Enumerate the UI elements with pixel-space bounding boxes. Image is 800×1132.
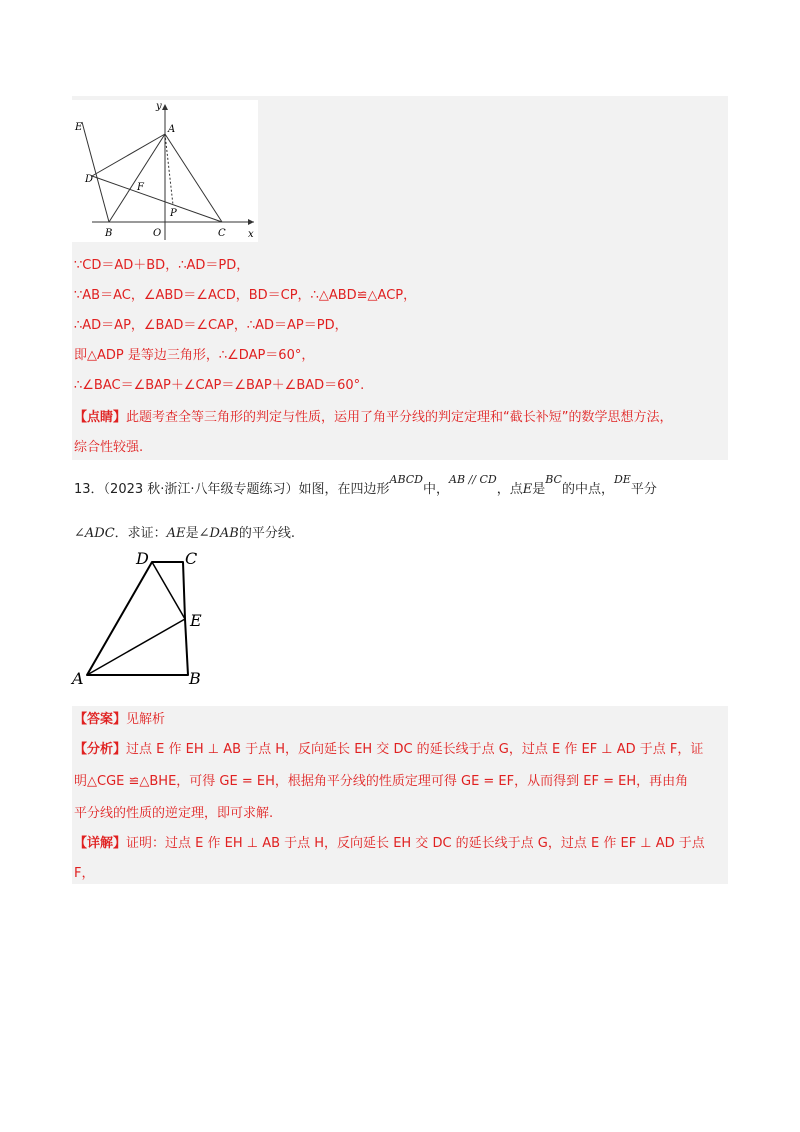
text-bisects: 平分: [630, 482, 657, 497]
text-bisector: 的平分线.: [238, 526, 295, 541]
text-midpoint: 的中点，: [561, 482, 614, 497]
comment-tag: 【点睛】: [74, 410, 127, 425]
label-D: D: [85, 174, 94, 185]
detail-tag: 【详解】: [74, 836, 127, 851]
solution-shaded-block: [72, 706, 728, 884]
analysis-line-3: 平分线的性质的逆定理，即可求解.: [74, 806, 274, 821]
label-E: E: [190, 611, 202, 630]
answer-line: [74, 710, 165, 730]
text-dian: ，点: [496, 482, 523, 497]
label-P: P: [170, 208, 177, 219]
label-B: B: [105, 228, 113, 239]
proof-line-4: 即△ADP 是等边三角形，∴∠DAP＝60°，: [74, 348, 315, 363]
detail-line-2: F，: [74, 866, 95, 881]
problem-source: （2023 秋·浙江·八年级专题练习）如图，在四边形: [103, 482, 390, 497]
analysis-tag: 【分析】: [74, 742, 127, 757]
proof-line-2: ∵AB＝AC，∠ABD＝∠ACD，BD＝CP，∴△ABD≌△ACP，: [74, 288, 417, 303]
detail-line-1: [74, 834, 705, 854]
label-F: F: [137, 182, 144, 193]
geometry-figure-1: [72, 100, 258, 242]
analysis-text-1: 过点 E 作 EH ⊥ AB 于点 H，反向延长 EH 交 DC 的延长线于点 G，过点 E 作 EF ⊥ AD 于点 F，证: [126, 742, 704, 757]
text-prove: ．求证：: [114, 526, 167, 541]
math-DE: DE: [613, 473, 631, 486]
comment-line-1: [74, 408, 673, 428]
text-zhong: 中，: [423, 482, 450, 497]
label-O: O: [153, 228, 162, 239]
label-E: E: [75, 122, 83, 133]
proof-line-1: ∵CD＝AD＋BD，∴AD＝PD，: [74, 258, 250, 273]
proof-line-5: ∴∠BAC＝∠BAP＋∠CAP＝∠BAP＋∠BAD＝60°.: [74, 378, 365, 393]
answer-tag: 【答案】: [74, 712, 127, 727]
analysis-line-2: 明△CGE ≌△BHE，可得 GE = EH，根据角平分线的性质定理可得 GE = EF，从而得到 EF = EH，再由角: [74, 774, 689, 789]
math-AB-parallel-CD: AB // CD: [449, 473, 497, 486]
label-x: x: [248, 229, 254, 240]
text-shi: 是: [532, 482, 546, 497]
comment-text-1: 此题考查全等三角形的判定与性质，运用了角平分线的判定定理和“截长补短”的数学思想方法，: [126, 410, 673, 425]
label-C: C: [185, 549, 198, 568]
quadrilateral-ABCD: [87, 562, 188, 675]
problem-number: 13．: [74, 482, 104, 497]
proof-line-3: ∴AD＝AP，∠BAD＝∠CAP，∴AD＝AP＝PD，: [74, 318, 348, 333]
label-C: C: [218, 228, 226, 239]
label-D: D: [136, 549, 149, 568]
math-ABCD: ABCD: [389, 473, 423, 486]
segment-AE: [87, 619, 185, 675]
answer-text: 见解析: [126, 712, 166, 727]
label-B: B: [189, 669, 201, 688]
math-angle-DAB: ∠DAB: [198, 526, 239, 541]
comment-line-2: 综合性较强.: [74, 440, 144, 455]
segment-DE: [152, 562, 185, 619]
analysis-line-1: [74, 740, 703, 760]
label-A: A: [168, 124, 176, 135]
math-BC: BC: [545, 473, 562, 486]
math-angle-ADC: ∠ADC: [74, 526, 115, 541]
math-AE: AE: [166, 526, 186, 541]
label-A: A: [72, 669, 84, 688]
detail-text-1: 证明：过点 E 作 EH ⊥ AB 于点 H，反向延长 EH 交 DC 的延长线于点 G，过点 E 作 EF ⊥ AD 于点: [126, 836, 705, 851]
text-shi-2: 是: [185, 526, 199, 541]
label-y: y: [156, 101, 162, 112]
problem-13-line-2: [74, 524, 295, 544]
geometry-figure-2: [70, 548, 220, 693]
math-E: E: [522, 482, 533, 497]
problem-13-line-1: [74, 473, 657, 500]
